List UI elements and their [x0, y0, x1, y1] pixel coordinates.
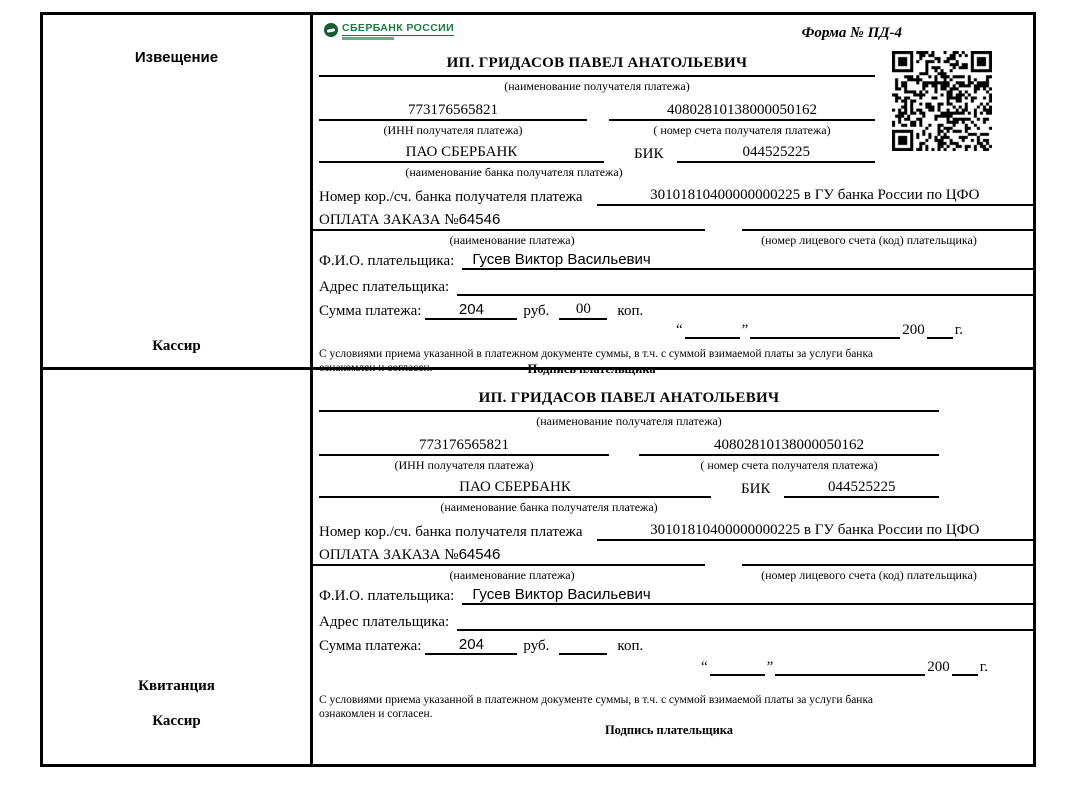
date-month-line [750, 323, 900, 339]
sberbank-logo-tagline [342, 37, 394, 40]
bank-label: (наименование банка получателя платежа) [405, 165, 623, 179]
korr-value-b: 30101810400000000225 в ГУ банка России по ЦФО [597, 522, 1033, 541]
payment-purpose [313, 211, 705, 231]
inn-value-b: 773176565821 [319, 437, 609, 456]
fio-label-b: Ф.И.О. плательщика: [319, 588, 455, 604]
disclaimer-line1-b: С условиями приема указанной в платежном документе суммы, в т.ч. с суммой взимаемой платы за услуги банка [319, 694, 873, 706]
bik-label: БИК [634, 146, 664, 162]
bank-name-value: ПАО СБЕРБАНК [319, 144, 604, 163]
bank-name-value-b: ПАО СБЕРБАНК [319, 479, 711, 498]
sberbank-logo [324, 22, 454, 40]
notice-left-cell [43, 15, 313, 367]
fio-label: Ф.И.О. плательщика: [319, 253, 455, 269]
notice-main [313, 15, 1033, 376]
recipient-name-b: ИП. ГРИДАСОВ ПАВЕЛ АНАТОЛЬЕВИЧ [319, 390, 939, 412]
inn-value: 773176565821 [319, 102, 587, 121]
rub-label: руб. [523, 303, 550, 319]
account-value-b: 40802810138000050162 [639, 437, 939, 456]
account-label: ( номер счета получателя платежа) [653, 123, 831, 137]
year-prefix: 200 [902, 322, 925, 338]
bik-label-b: БИК [741, 481, 771, 497]
payment-name-label-b: (наименование платежа) [449, 568, 575, 582]
payment-name-label: (наименование платежа) [449, 233, 575, 247]
personal-account-label: (номер лицевого счета (код) плательщика) [761, 233, 977, 247]
payer-name-value-b: Гусев Виктор Васильевич [462, 586, 1033, 605]
inn-label-b: (ИНН получателя платежа) [394, 458, 534, 472]
date-line-b [319, 659, 1033, 676]
payer-address-value-b [457, 611, 1033, 631]
address-label: Адрес плательщика: [319, 279, 450, 295]
date-line [319, 322, 1033, 339]
quote-close: ” [741, 322, 749, 338]
qr-code-icon [892, 51, 992, 151]
form-code: Форма № ПД-4 [801, 25, 902, 41]
sum-label-b: Сумма платежа: [319, 638, 422, 654]
amount-rub-value: 204 [425, 301, 517, 320]
korr-value: 30101810400000000225 в ГУ банка России по ЦФО [597, 187, 1033, 206]
bik-value-b: 044525225 [784, 479, 939, 498]
sum-label: Сумма платежа: [319, 303, 422, 319]
korr-label: Номер кор./сч. банка получателя платежа [319, 189, 583, 205]
payment-purpose-b [313, 546, 705, 566]
sberbank-emblem-icon [324, 23, 338, 37]
account-label-b: ( номер счета получателя платежа) [700, 458, 878, 472]
notice-header-row [319, 15, 1033, 55]
personal-account-line [742, 211, 1033, 231]
recipient-name-label-b: (наименование получателя платежа) [536, 414, 722, 428]
cashier-label-bottom: Кассир [152, 713, 201, 729]
korr-label-b: Номер кор./сч. банка получателя платежа [319, 524, 583, 540]
date-year-line-b [952, 660, 978, 676]
receipt-main [313, 370, 1033, 764]
inn-label: (ИНН получателя платежа) [383, 123, 523, 137]
personal-account-line-b [742, 546, 1033, 566]
account-value: 40802810138000050162 [609, 102, 875, 121]
order-number: 64546 [458, 211, 501, 228]
section-notice [40, 12, 1036, 376]
pd4-payment-form [40, 12, 1036, 767]
receipt-label: Квитанция [138, 678, 215, 694]
receipt-left-cell [43, 370, 313, 764]
recipient-name-label: (наименование получателя платежа) [504, 79, 690, 93]
address-label-b: Адрес плательщика: [319, 614, 450, 630]
purpose-static-b: ОПЛАТА ЗАКАЗА № [319, 547, 459, 563]
notice-label: Извещение [134, 49, 219, 66]
date-day-line-b [710, 660, 765, 676]
kop-label-b: коп. [617, 638, 644, 654]
date-month-line-b [775, 660, 925, 676]
amount-kop-value-b [559, 653, 607, 655]
quote-open: “ [675, 322, 683, 338]
date-year-line [927, 323, 953, 339]
personal-account-label-b: (номер лицевого счета (код) плательщика) [761, 568, 977, 582]
signature-label-b: Подпись плательщика [604, 722, 734, 737]
recipient-name: ИП. ГРИДАСОВ ПАВЕЛ АНАТОЛЬЕВИЧ [319, 55, 875, 77]
payer-address-value [457, 276, 1033, 296]
disclaimer-line2-b: ознакомлен и согласен. [319, 707, 433, 720]
sberbank-logo-text: СБЕРБАНК РОССИИ [342, 22, 455, 34]
order-number-b: 64546 [458, 546, 501, 563]
year-suffix: г. [954, 322, 963, 338]
bank-label-b: (наименование банка получателя платежа) [440, 500, 658, 514]
quote-close-b: ” [766, 659, 774, 675]
purpose-static: ОПЛАТА ЗАКАЗА № [319, 212, 459, 228]
rub-label-b: руб. [523, 638, 550, 654]
kop-label: коп. [617, 303, 644, 319]
disclaimer-line1: С условиями приема указанной в платежном документе суммы, в т.ч. с суммой взимаемой платы за услуги банка [319, 348, 873, 360]
cashier-label: Кассир [152, 338, 201, 354]
year-suffix-b: г. [979, 659, 988, 675]
amount-rub-value-b: 204 [425, 636, 517, 655]
quote-open-b: “ [700, 659, 708, 675]
signature-label: Подпись плательщика [527, 361, 656, 376]
amount-kop-value: 00 [559, 301, 607, 320]
payer-name-value: Гусев Виктор Васильевич [462, 251, 1033, 270]
section-receipt [40, 367, 1036, 767]
date-day-line [685, 323, 740, 339]
disclaimer-line2: ознакомлен и согласен. [319, 361, 433, 374]
year-prefix-b: 200 [927, 659, 950, 675]
bik-value: 044525225 [677, 144, 875, 163]
